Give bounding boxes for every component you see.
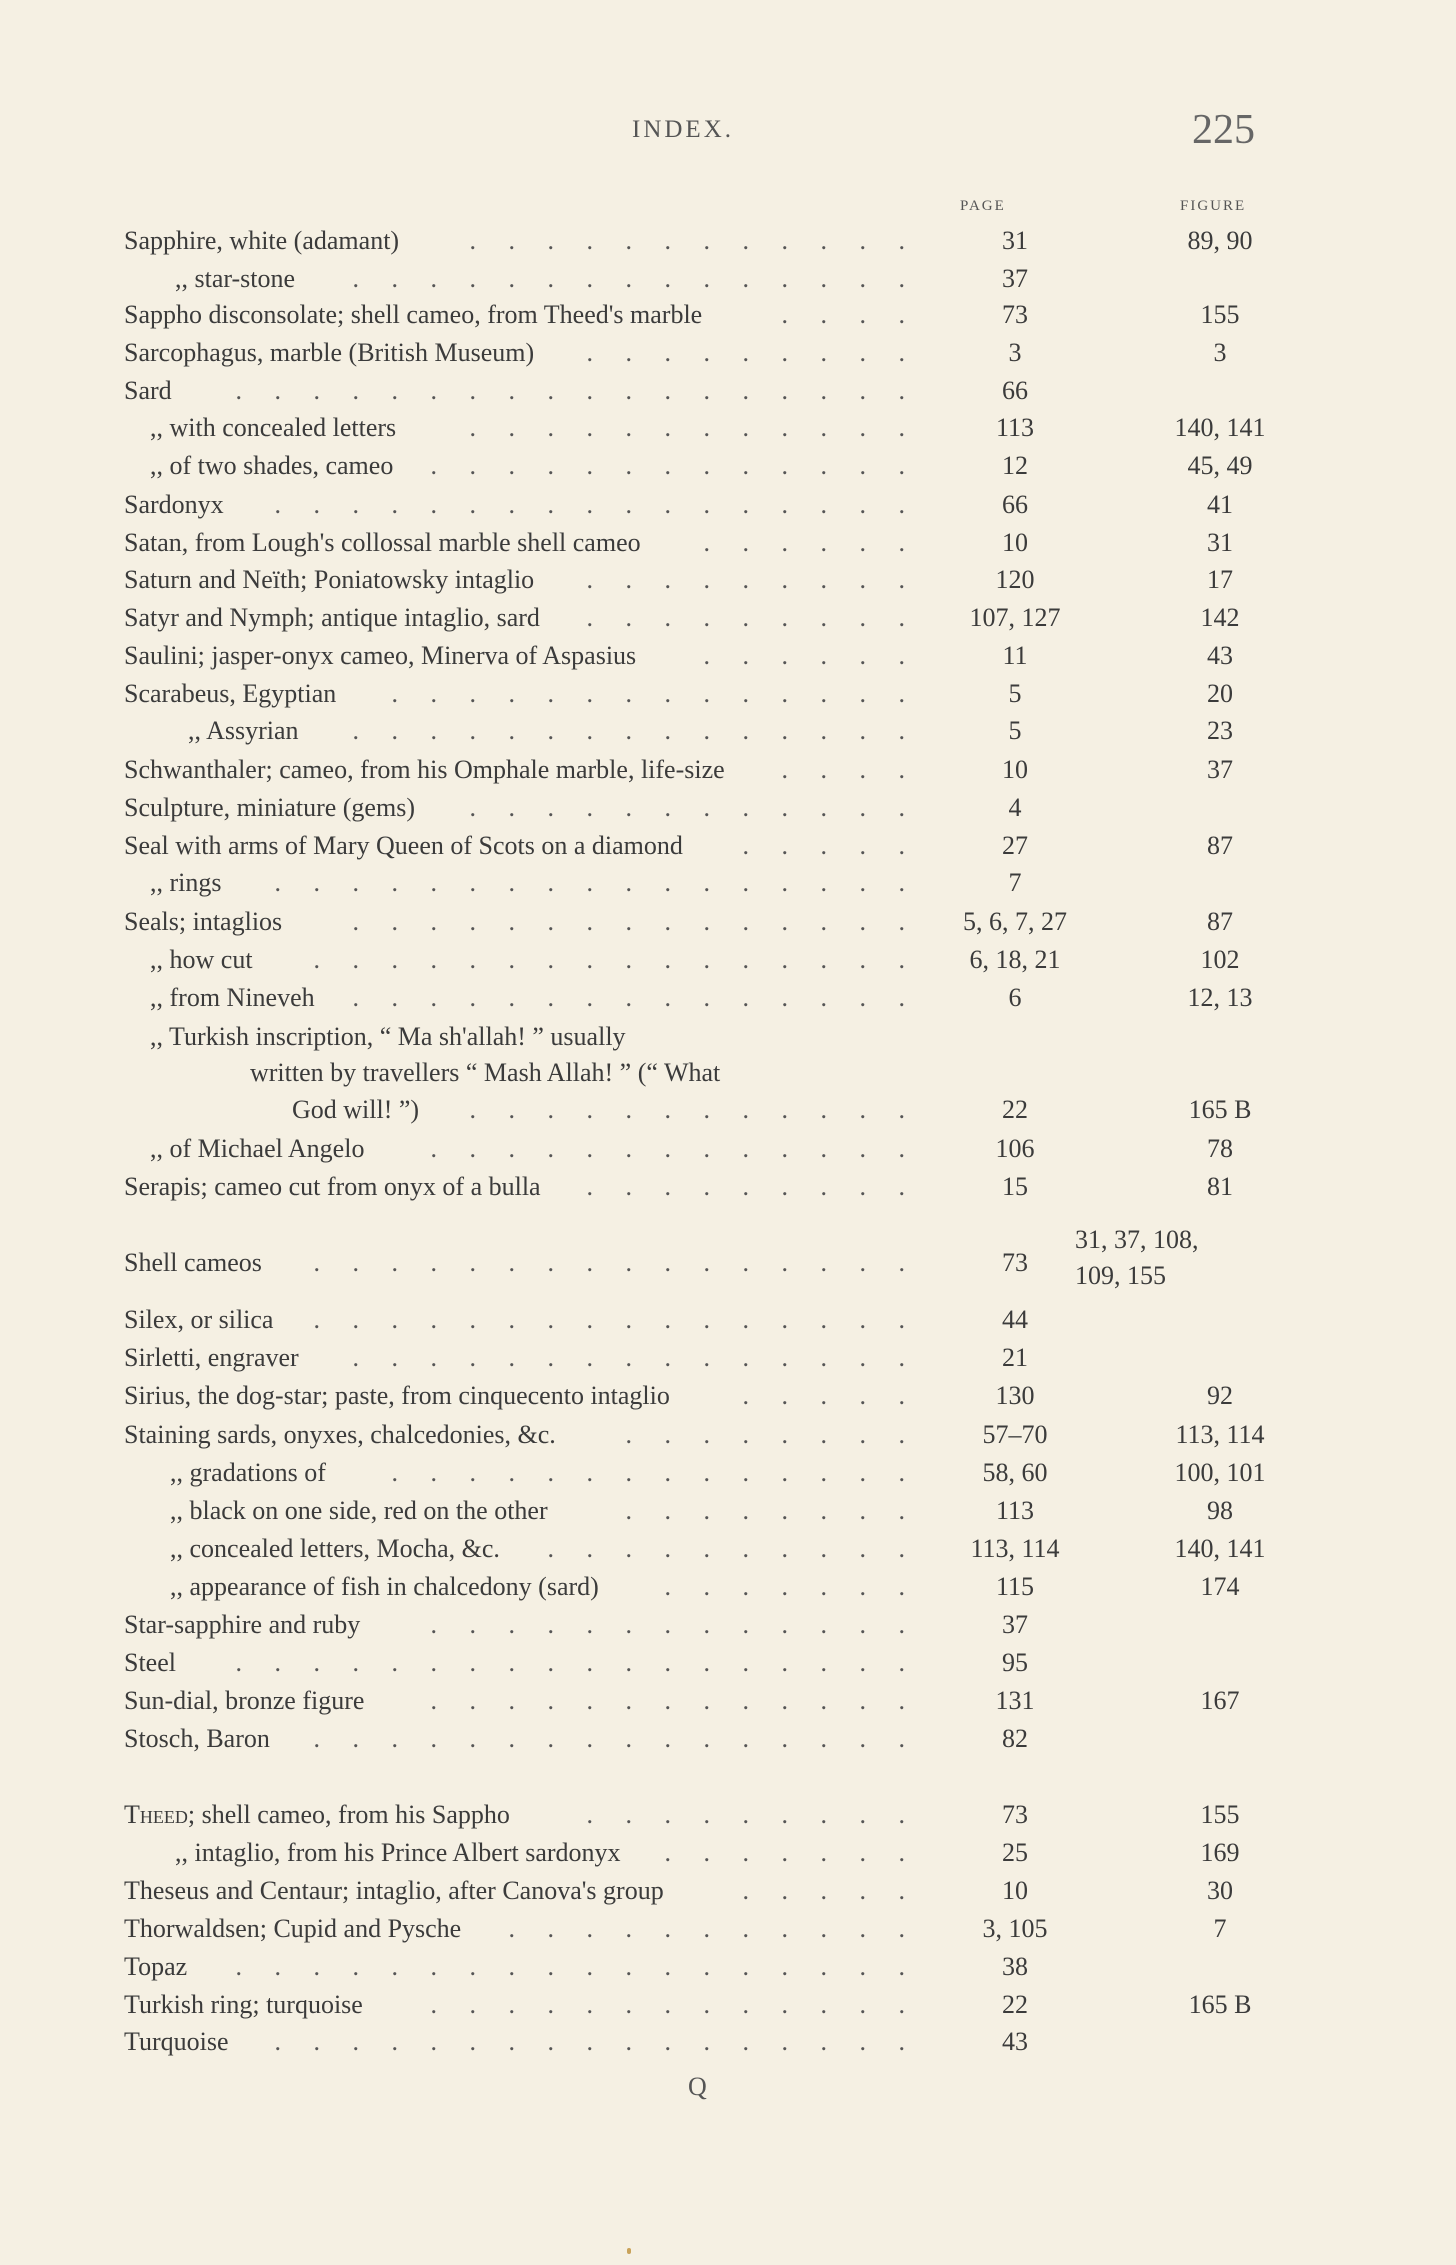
dot-leader: . . . . . . . . . xyxy=(586,1800,905,1829)
entry-figure: 165 B xyxy=(1188,1990,1252,2019)
dot-leader: . . . . . . . xyxy=(664,1572,905,1601)
entry-text: Staining sards, onyxes, chalcedonies, &c. xyxy=(124,1420,556,1449)
entry-figure: 100, 101 xyxy=(1174,1458,1266,1487)
index-entry xyxy=(0,831,1456,867)
entry-page: 58, 60 xyxy=(982,1458,1048,1487)
entry-figure: 78 xyxy=(1207,1134,1233,1163)
index-entry xyxy=(0,1724,1456,1760)
entry-page: 15 xyxy=(1002,1172,1028,1201)
entry-page: 22 xyxy=(1002,1095,1028,1124)
entry-text: Seals; intaglios xyxy=(124,907,283,936)
entry-figure: 140, 141 xyxy=(1174,413,1266,442)
entry-text: Sard xyxy=(124,376,172,405)
dot-leader: . . . . . . . . . . . . . xyxy=(430,1134,905,1163)
entry-text: ,, Assyrian xyxy=(188,716,299,745)
entry-figure: 30 xyxy=(1207,1876,1233,1905)
entry-page: 113 xyxy=(995,1496,1035,1525)
entry-page: 37 xyxy=(1002,1610,1028,1639)
entry-page: 66 xyxy=(1002,490,1028,519)
dot-leader: . . . . . . . . . . . . . . . . xyxy=(313,1724,905,1753)
entry-text: Sirletti, engraver xyxy=(124,1343,299,1372)
index-entry xyxy=(0,1876,1456,1912)
dot-leader: . . . . . . . . xyxy=(625,1420,905,1449)
entry-text: Star-sapphire and ruby xyxy=(124,1610,361,1639)
entry-text: Silex, or silica xyxy=(124,1305,274,1334)
entry-page: 27 xyxy=(1002,831,1028,860)
entry-page: 10 xyxy=(1002,1876,1028,1905)
index-entry xyxy=(0,1172,1456,1208)
index-entry xyxy=(0,338,1456,374)
entry-text: Sun-dial, bronze figure xyxy=(124,1686,365,1715)
dot-leader: . . . . . . . . . xyxy=(586,1172,905,1201)
signature-mark: Q xyxy=(688,2072,707,2101)
dot-leader: . . . . . . . . . . . . xyxy=(469,226,905,255)
dot-leader: . . . . xyxy=(781,300,905,329)
entry-figure: 81 xyxy=(1207,1172,1233,1201)
dot-leader: . . . . . . . . . . . . xyxy=(469,793,905,822)
entry-figure: 31 xyxy=(1207,528,1233,557)
index-entry xyxy=(0,793,1456,829)
dot-leader: . . . . . . . . . . . . . . . . xyxy=(313,945,905,974)
index-entry xyxy=(0,679,1456,715)
dot-leader: . . . . . . . . . . . . . . . . . xyxy=(274,868,905,897)
entry-text: Sappho disconsolate; shell cameo, from Theed's marble xyxy=(124,300,703,329)
dot-leader: . . . . . . . . . xyxy=(586,338,905,367)
entry-page: 5 xyxy=(1008,679,1022,708)
entry-text: ,, how cut xyxy=(150,945,253,974)
entry-text: Saulini; jasper-onyx cameo, Minerva of Aspasius xyxy=(124,641,637,670)
dot-leader: . . . . . . . . . xyxy=(586,603,905,632)
index-entry xyxy=(0,1022,1456,1058)
dot-leader: . . . . . . . . . . . . . . xyxy=(391,1458,905,1487)
dot-leader: . . . . . . . . . . . xyxy=(508,1914,905,1943)
entry-page: 43 xyxy=(1002,2027,1028,2056)
entry-figure: 20 xyxy=(1207,679,1233,708)
index-entry xyxy=(0,1572,1456,1608)
entry-figure: 87 xyxy=(1207,907,1233,936)
index-entry xyxy=(0,490,1456,526)
index-entry xyxy=(0,868,1456,904)
entry-figure: 37 xyxy=(1207,755,1233,784)
dot-leader: . . . . . . . . xyxy=(625,1496,905,1525)
entry-page: 6 xyxy=(1008,983,1022,1012)
index-entry xyxy=(0,1381,1456,1417)
entry-text: ,, with concealed letters xyxy=(150,413,397,442)
index-entry xyxy=(0,1420,1456,1456)
entry-figure: 3 xyxy=(1213,338,1227,367)
entry-text: ,, appearance of fish in chalcedony (sard) xyxy=(170,1572,599,1601)
entry-figure: 102 xyxy=(1200,945,1240,974)
entry-text: ,, intaglio, from his Prince Albert sardonyx xyxy=(175,1838,621,1867)
index-entry xyxy=(0,1534,1456,1570)
index-entry xyxy=(0,1058,1456,1094)
entry-page: 10 xyxy=(1002,755,1028,784)
entry-figure: 174 xyxy=(1200,1572,1240,1601)
entry-text: Scarabeus, Egyptian xyxy=(124,679,337,708)
running-head xyxy=(0,107,1456,153)
index-entry xyxy=(0,755,1456,791)
entry-text: ,, concealed letters, Mocha, &c. xyxy=(170,1534,500,1563)
entry-page: 57–70 xyxy=(982,1420,1048,1449)
entry-figure: 17 xyxy=(1207,565,1233,594)
index-entry xyxy=(0,641,1456,677)
dot-leader: . . . . . . . . . . . . . . xyxy=(391,679,905,708)
dot-leader: . . . . . . . . . . xyxy=(547,1534,905,1563)
entry-text: Turquoise xyxy=(124,2027,229,2056)
shell-cameos-figures-line-2: 109, 155 xyxy=(1075,1261,1166,1290)
entry-text: ,, from Nineveh xyxy=(150,983,315,1012)
index-entry xyxy=(0,1343,1456,1379)
entry-text: Theseus and Centaur; intaglio, after Canova's group xyxy=(124,1876,664,1905)
entry-page: 113 xyxy=(995,413,1035,442)
entry-page: 10 xyxy=(1002,528,1028,557)
entry-figure: 169 xyxy=(1200,1838,1240,1867)
entry-page: 21 xyxy=(1002,1343,1028,1372)
index-entry xyxy=(0,376,1456,412)
entry-text: Satyr and Nymph; antique intaglio, sard xyxy=(124,603,540,632)
dot-leader: . . . . . . . . . . . . . . . xyxy=(352,716,905,745)
entry-text: Sarcophagus, marble (British Museum) xyxy=(124,338,535,367)
entry-text: Stosch, Baron xyxy=(124,1724,270,1753)
dot-leader: . . . . . . . . . . . . . . . xyxy=(352,264,905,293)
index-entry xyxy=(0,1305,1456,1341)
entry-text: written by travellers “ Mash Allah! ” (“ What xyxy=(250,1058,721,1087)
entry-figure: 41 xyxy=(1207,490,1233,519)
entry-text: Sapphire, white (adamant) xyxy=(124,226,400,255)
entry-figure: 45, 49 xyxy=(1187,451,1253,480)
entry-text: Topaz xyxy=(124,1952,188,1981)
index-entry xyxy=(0,565,1456,601)
index-entry xyxy=(0,1095,1456,1131)
entry-text: Schwanthaler; cameo, from his Omphale marble, life-size xyxy=(124,755,725,784)
index-entry xyxy=(0,1952,1456,1988)
dot-leader: . . . . . . . . . . . . . xyxy=(430,1610,905,1639)
entry-figure: 142 xyxy=(1200,603,1240,632)
entry-text: Sardonyx xyxy=(124,490,224,519)
dot-leader: . . . . . . . . . . . . . xyxy=(430,1990,905,2019)
entry-figure: 7 xyxy=(1213,1914,1227,1943)
dot-leader: . . . . . . . . . . . . . . . . . . xyxy=(235,376,905,405)
entry-page: 3, 105 xyxy=(982,1914,1048,1943)
dot-leader: . . . . . . . . . . . . . . . xyxy=(352,907,905,936)
index-entry xyxy=(0,1800,1456,1836)
dot-leader: . . . . . . . . . . . . . . . xyxy=(352,983,905,1012)
index-entry xyxy=(0,907,1456,943)
entry-page: 95 xyxy=(1002,1648,1028,1677)
index-entry xyxy=(0,300,1456,336)
entry-figure: 165 B xyxy=(1188,1095,1252,1124)
entry-text: God will! ”) xyxy=(292,1095,420,1124)
index-entry xyxy=(0,1648,1456,1684)
entry-page: 73 xyxy=(1002,1800,1028,1829)
entry-text: ,, black on one side, red on the other xyxy=(170,1496,548,1525)
entry-text: ,, of two shades, cameo xyxy=(150,451,394,480)
index-entry xyxy=(0,226,1456,262)
entry-page: 5, 6, 7, 27 xyxy=(963,907,1067,936)
dot-leader: . . . . xyxy=(781,755,905,784)
entry-text: Sculpture, miniature (gems) xyxy=(124,793,415,822)
entry-figure: 98 xyxy=(1207,1496,1233,1525)
dot-leader: . . . . . . . . . . . . . . . . . xyxy=(274,2027,905,2056)
entry-page: 115 xyxy=(995,1572,1035,1601)
entry-text: Shell cameos xyxy=(124,1248,262,1277)
entry-page: 106 xyxy=(995,1134,1035,1163)
entry-text: ,, star-stone xyxy=(175,264,296,293)
entry-page: 5 xyxy=(1008,716,1022,745)
entry-page: 31 xyxy=(1002,226,1028,255)
dot-leader: . . . . . xyxy=(742,1876,905,1905)
index-entry xyxy=(0,945,1456,981)
entry-page: 12 xyxy=(1002,451,1028,480)
index-entry xyxy=(0,1458,1456,1494)
entry-figure: 87 xyxy=(1207,831,1233,860)
index-entry xyxy=(0,528,1456,564)
entry-page: 4 xyxy=(1008,793,1022,822)
dot-leader: . . . . . . . . . xyxy=(586,565,905,594)
dot-leader: . . . . . xyxy=(742,1381,905,1410)
entry-page: 11 xyxy=(1002,641,1028,670)
entry-figure: 155 xyxy=(1200,1800,1240,1829)
page-number: 225 xyxy=(1192,107,1255,153)
paper-speck xyxy=(627,2248,631,2254)
index-entry xyxy=(0,264,1456,300)
entry-text: ,, of Michael Angelo xyxy=(150,1134,365,1163)
entry-text: ,, rings xyxy=(150,868,222,897)
index-entry xyxy=(0,1134,1456,1170)
entry-page: 3 xyxy=(1008,338,1022,367)
entry-figure: 43 xyxy=(1207,641,1233,670)
dot-leader: . . . . . . . . . . . . . . . . . . xyxy=(235,1952,905,1981)
entry-figure: 92 xyxy=(1207,1381,1233,1410)
entry-page: 73 xyxy=(1002,300,1028,329)
entry-page: 6, 18, 21 xyxy=(969,945,1061,974)
column-header-page: PAGE xyxy=(960,198,1006,214)
entry-text: Turkish ring; turquoise xyxy=(124,1990,363,2019)
dot-leader: . . . . . . . . . . . . xyxy=(469,413,905,442)
entry-text: Seal with arms of Mary Queen of Scots on a diamond xyxy=(124,831,683,860)
dot-leader: . . . . . . . xyxy=(664,1838,905,1867)
entry-figure: 155 xyxy=(1200,300,1240,329)
entry-page: 113, 114 xyxy=(970,1534,1060,1563)
entry-page: 107, 127 xyxy=(969,603,1061,632)
index-entry xyxy=(0,1990,1456,2026)
dot-leader: . . . . . . . . . . . . . xyxy=(430,451,905,480)
running-title: INDEX. xyxy=(632,116,735,143)
entry-figure: 12, 13 xyxy=(1187,983,1253,1012)
entry-figure: 23 xyxy=(1207,716,1233,745)
entry-text: Sirius, the dog-star; paste, from cinquecento intaglio xyxy=(124,1381,670,1410)
entry-text: Theed; shell cameo, from his Sappho xyxy=(124,1800,510,1829)
entry-page: 37 xyxy=(1002,264,1028,293)
index-entry xyxy=(0,1914,1456,1950)
entry-figure: 140, 141 xyxy=(1174,1534,1266,1563)
dot-leader: . . . . . . . . . . . . xyxy=(469,1095,905,1124)
index-entry xyxy=(0,1610,1456,1646)
entry-page: 82 xyxy=(1002,1724,1028,1753)
index-entry xyxy=(0,1496,1456,1532)
entry-page: 120 xyxy=(995,565,1035,594)
dot-leader: . . . . . . xyxy=(703,641,905,670)
shell-cameos-figures xyxy=(1075,1222,1305,1294)
dot-leader: . . . . . . . . . . . . . . . . . xyxy=(274,490,905,519)
dot-leader: . . . . . . . . . . . . . . . xyxy=(352,1343,905,1372)
index-entry xyxy=(0,413,1456,449)
entry-text: ,, gradations of xyxy=(170,1458,326,1487)
dot-leader: . . . . . . . . . . . . . . . . xyxy=(313,1248,905,1277)
entry-page: 44 xyxy=(1002,1305,1028,1334)
dot-leader: . . . . . . . . . . . . . . . . xyxy=(313,1305,905,1334)
entry-text: Saturn and Neïth; Poniatowsky intaglio xyxy=(124,565,535,594)
entry-text: Satan, from Lough's collossal marble shell cameo xyxy=(124,528,641,557)
entry-page: 7 xyxy=(1008,868,1022,897)
index-entry xyxy=(0,451,1456,487)
index-entry xyxy=(0,1838,1456,1874)
dot-leader: . . . . . . . . . . . . . xyxy=(430,1686,905,1715)
index-entry xyxy=(0,2027,1456,2063)
dot-leader: . . . . . . . . . . . . . . . . . . xyxy=(235,1648,905,1677)
entry-page: 130 xyxy=(995,1381,1035,1410)
entry-text: Thorwaldsen; Cupid and Pysche xyxy=(124,1914,462,1943)
entry-page: 38 xyxy=(1002,1952,1028,1981)
entry-page: 73 xyxy=(1002,1248,1028,1277)
index-entry xyxy=(0,1686,1456,1722)
entry-page: 131 xyxy=(995,1686,1035,1715)
index-entry xyxy=(0,983,1456,1019)
dot-leader: . . . . . . xyxy=(703,528,905,557)
shell-cameos-figures-line-1: 31, 37, 108, xyxy=(1075,1225,1199,1254)
entry-text: Steel xyxy=(124,1648,176,1677)
index-entry xyxy=(0,603,1456,639)
entry-page: 22 xyxy=(1002,1990,1028,2019)
column-header-figure: FIGURE xyxy=(1180,198,1247,214)
entry-text: ,, Turkish inscription, “ Ma sh'allah! ” usually xyxy=(150,1022,626,1051)
entry-text: Serapis; cameo cut from onyx of a bulla xyxy=(124,1172,541,1201)
entry-page: 25 xyxy=(1002,1838,1028,1867)
entry-figure: 89, 90 xyxy=(1187,226,1253,255)
dot-leader: . . . . . xyxy=(742,831,905,860)
index-entry xyxy=(0,716,1456,752)
entry-figure: 113, 114 xyxy=(1175,1420,1265,1449)
entry-page: 66 xyxy=(1002,376,1028,405)
entry-figure: 167 xyxy=(1200,1686,1240,1715)
